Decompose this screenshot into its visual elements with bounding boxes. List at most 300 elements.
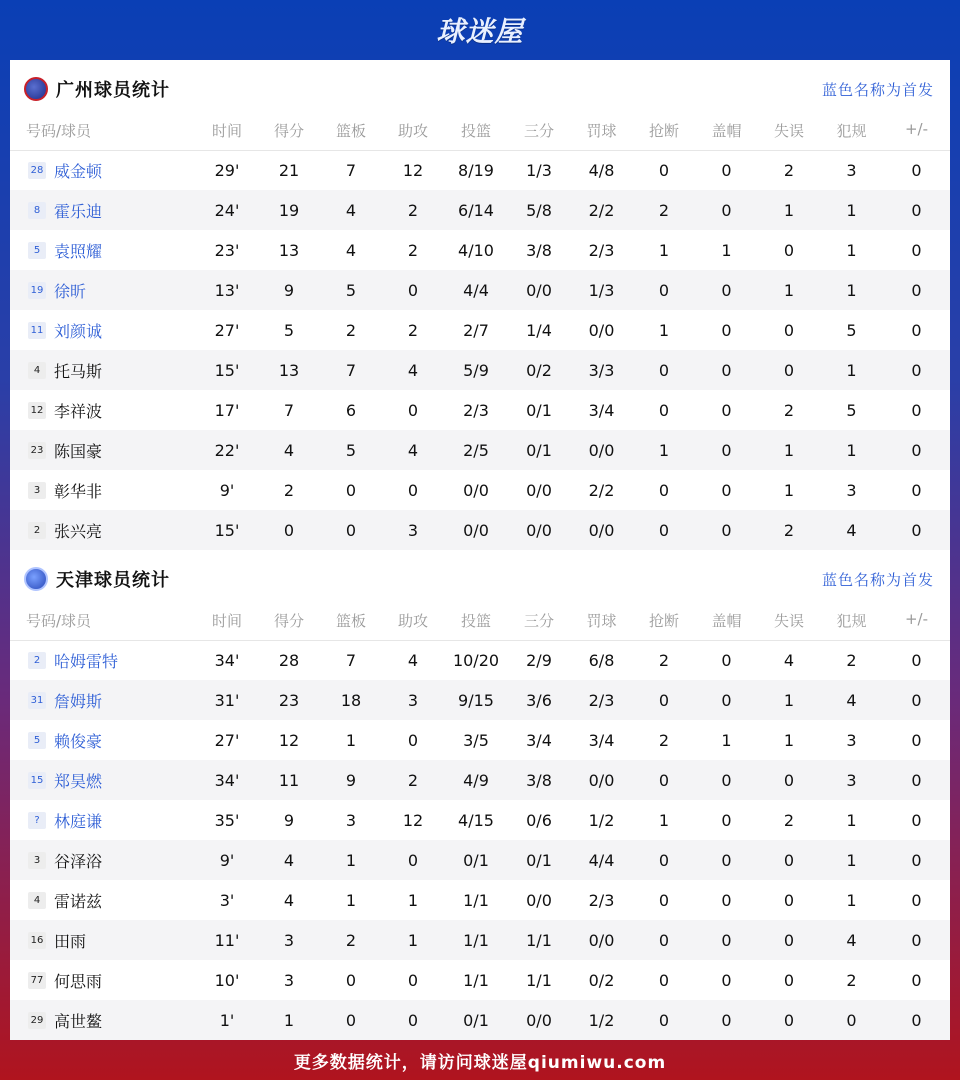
stat-cell: 0 (758, 1000, 820, 1040)
stat-cell: 18 (320, 680, 382, 720)
stat-cell: 0/0 (508, 270, 570, 310)
stat-cell: 10/20 (452, 650, 500, 670)
stat-cell: 1 (846, 890, 857, 910)
player-row[interactable] (10, 920, 950, 960)
player-cell[interactable] (10, 640, 196, 680)
stat-cell: 0 (883, 920, 950, 960)
stat-cell: 0/2 (508, 350, 570, 390)
stat-cell: 12 (402, 810, 424, 830)
stat-cell: 3 (283, 970, 295, 990)
player-row[interactable] (10, 230, 950, 270)
stat-cell: 2/9 (526, 650, 552, 670)
stat-cell: 0 (721, 970, 732, 990)
player-row[interactable] (10, 720, 950, 760)
stat-cell: 2/2 (588, 480, 615, 500)
stat-cell: 0 (658, 160, 670, 180)
column-header: 抢断 (633, 118, 695, 150)
player-cell[interactable] (10, 230, 196, 270)
player-cell[interactable] (10, 720, 196, 760)
stat-cell: 2 (320, 920, 382, 960)
player-name-link[interactable]: 林庭谦 (54, 811, 103, 831)
stat-cell: 2 (783, 810, 795, 830)
stat-cell: 0/1 (526, 400, 552, 420)
player-cell[interactable] (10, 920, 196, 960)
stat-cell: 0 (633, 680, 695, 720)
stat-cell: 0/0 (508, 510, 570, 550)
stat-cell: 4 (407, 650, 419, 670)
stat-cell: 0 (695, 190, 758, 230)
team-card-guangzhou (10, 60, 950, 550)
stat-cell: 0 (783, 890, 795, 910)
player-name-link[interactable]: 哈姆雷特 (54, 651, 119, 671)
stat-cell: 24' (196, 190, 258, 230)
stat-cell: 0 (883, 760, 950, 800)
player-cell[interactable] (10, 350, 196, 390)
column-header: 得分 (258, 608, 320, 640)
player-cell[interactable] (10, 760, 196, 800)
stat-cell: 1/1 (463, 970, 489, 990)
stat-cell: 1/1 (508, 920, 570, 960)
stat-cell: 2 (407, 240, 419, 260)
stat-cell: 1/1 (526, 970, 552, 990)
stat-cell: 1 (633, 430, 695, 470)
jersey-number-badge: 12 (28, 402, 46, 419)
stat-cell: 1 (407, 890, 419, 910)
stat-cell: 5 (320, 270, 382, 310)
column-header: 助攻 (382, 608, 444, 640)
guangzhou-team-logo-icon (24, 77, 48, 101)
starter-legend-note: 蓝色名称为首发 (821, 80, 934, 99)
player-name-link[interactable]: 张兴亮 (54, 521, 103, 541)
stat-cell: 0/6 (526, 810, 552, 830)
table-header-row (10, 608, 950, 640)
stat-cell: 22' (196, 430, 258, 470)
stat-cell: 4 (820, 920, 883, 960)
stat-cell: 34' (196, 760, 258, 800)
stat-cell: 0 (883, 190, 950, 230)
stat-cell: 0 (633, 760, 695, 800)
player-name-link[interactable]: 田雨 (54, 931, 87, 951)
column-header: 助攻 (382, 118, 444, 150)
stat-cell: 1 (345, 730, 357, 750)
player-cell[interactable] (10, 840, 196, 880)
stat-cell: 0 (883, 510, 950, 550)
player-row[interactable] (10, 510, 950, 550)
stat-cell: 11' (196, 920, 258, 960)
player-name-link[interactable]: 赖俊豪 (54, 731, 103, 751)
player-row[interactable] (10, 390, 950, 430)
stat-cell: 4 (258, 840, 320, 880)
column-header: 时间 (196, 608, 258, 640)
brand-header (0, 0, 960, 60)
stat-cell: 13 (278, 240, 300, 260)
stat-cell: 2 (658, 730, 670, 750)
stat-cell: 3/8 (508, 760, 570, 800)
stat-cell: 0 (758, 920, 820, 960)
stat-cell: 5 (846, 320, 857, 340)
stat-cell: 0 (695, 920, 758, 960)
jersey-number-badge: 31 (28, 692, 46, 709)
stat-cell: 0 (911, 810, 922, 830)
player-row[interactable] (10, 640, 950, 680)
stat-cell: 27' (214, 730, 240, 750)
player-cell[interactable] (10, 800, 196, 840)
stat-cell: 0 (695, 350, 758, 390)
stat-cell: 2 (846, 970, 857, 990)
stat-cell: 0 (911, 400, 922, 420)
player-name-link[interactable]: 詹姆斯 (54, 691, 103, 711)
tianjin-team-logo-icon (24, 567, 48, 591)
stat-cell: 0/1 (444, 1000, 508, 1040)
stat-cell: 0/0 (526, 480, 552, 500)
player-row[interactable] (10, 430, 950, 470)
stat-cell: 0 (883, 1000, 950, 1040)
team-title: 天津球员统计 (56, 570, 170, 591)
team-title: 广州球员统计 (56, 80, 170, 101)
stat-cell: 3/4 (588, 400, 615, 420)
stat-cell: 2/2 (570, 190, 633, 230)
stat-cell: 1 (758, 190, 820, 230)
stat-cell: 0 (407, 400, 419, 420)
stat-cell: 1 (721, 240, 732, 260)
stat-cell: 0 (695, 430, 758, 470)
stat-cell: 0/0 (508, 1000, 570, 1040)
footer-text[interactable]: 更多数据统计，请访问球迷屋qiumiwu.com (293, 1052, 667, 1073)
player-row[interactable] (10, 1000, 950, 1040)
stat-cell: 0 (382, 270, 444, 310)
player-row[interactable] (10, 190, 950, 230)
stat-cell: 3/3 (570, 350, 633, 390)
player-name-link[interactable]: 托马斯 (54, 361, 103, 381)
stat-cell: 0/0 (588, 320, 615, 340)
player-name-link[interactable]: 郑昊燃 (54, 771, 103, 791)
stat-cell: 0 (783, 240, 795, 260)
jersey-number-badge: 16 (28, 932, 46, 949)
stat-cell: 2/5 (444, 430, 508, 470)
player-row[interactable] (10, 760, 950, 800)
column-header: +/- (883, 118, 950, 150)
column-header: 犯规 (820, 608, 883, 640)
stat-cell: 0 (320, 1000, 382, 1040)
stat-cell: 0 (345, 480, 357, 500)
stat-cell: 1/3 (526, 160, 552, 180)
player-row[interactable] (10, 470, 950, 510)
stat-cell: 0 (345, 970, 357, 990)
player-row[interactable] (10, 270, 950, 310)
jersey-number-badge: 5 (28, 242, 46, 259)
stat-cell: 4 (783, 650, 795, 670)
stat-cell: 1 (783, 480, 795, 500)
player-cell[interactable] (10, 470, 196, 510)
stat-cell: 5/8 (508, 190, 570, 230)
stat-cell: 2 (283, 480, 295, 500)
stat-cell: 19 (258, 190, 320, 230)
team-header (10, 60, 950, 118)
stat-cell: 15' (196, 510, 258, 550)
stat-cell: 1 (820, 430, 883, 470)
stat-cell: 1/3 (570, 270, 633, 310)
stat-cell: 0 (883, 350, 950, 390)
stat-cell: 0 (407, 480, 419, 500)
stat-cell: 3 (345, 810, 357, 830)
stat-cell: 1 (846, 240, 857, 260)
stat-cell: 0 (820, 1000, 883, 1040)
stat-cell: 2 (758, 510, 820, 550)
stat-cell: 9/15 (444, 680, 508, 720)
stat-cell: 1/1 (444, 920, 508, 960)
stat-cell: 10' (214, 970, 240, 990)
column-header: 失误 (758, 118, 820, 150)
stat-cell: 9' (196, 840, 258, 880)
stat-cell: 0 (758, 760, 820, 800)
column-header: 失误 (758, 608, 820, 640)
jersey-number-badge: 28 (28, 162, 46, 179)
player-cell[interactable] (10, 190, 196, 230)
stat-cell: 4 (283, 890, 295, 910)
stat-cell: 0 (721, 400, 732, 420)
stat-cell: 1 (758, 270, 820, 310)
stat-cell: 0 (911, 730, 922, 750)
column-header: 投篮 (444, 608, 508, 640)
player-name-link[interactable]: 彰华非 (54, 481, 103, 501)
stat-cell: 7 (283, 400, 295, 420)
column-header: 抢断 (633, 608, 695, 640)
stat-cell: 9 (320, 760, 382, 800)
stat-cell: 0 (911, 160, 922, 180)
player-cell[interactable] (10, 150, 196, 190)
stat-cell: 5 (320, 430, 382, 470)
stat-cell: 0/0 (570, 430, 633, 470)
stat-cell: 4/8 (588, 160, 615, 180)
stat-cell: 1 (320, 840, 382, 880)
player-stats-table (10, 118, 950, 550)
stat-cell: 13 (258, 350, 320, 390)
stat-cell: 1/4 (526, 320, 552, 340)
footer-banner[interactable] (0, 1040, 960, 1080)
stat-cell: 5 (846, 400, 857, 420)
stat-cell: 1 (721, 730, 732, 750)
stat-cell: 0 (695, 840, 758, 880)
stat-cell: 0 (695, 760, 758, 800)
jersey-number-badge: 8 (28, 202, 46, 219)
stat-cell: 17' (214, 400, 240, 420)
column-header: +/- (883, 608, 950, 640)
team-title-group (24, 566, 170, 592)
player-cell[interactable] (10, 680, 196, 720)
column-header: 罚球 (570, 118, 633, 150)
stat-cell: 15' (196, 350, 258, 390)
player-name-link[interactable]: 何思雨 (54, 971, 103, 991)
stat-cell: 0 (721, 890, 732, 910)
player-cell[interactable] (10, 1000, 196, 1040)
stat-cell: 0/1 (444, 840, 508, 880)
player-name-link[interactable]: 雷诺兹 (54, 891, 103, 911)
stat-cell: 3/5 (463, 730, 489, 750)
stat-cell: 1 (345, 890, 357, 910)
player-name-link[interactable]: 威金顿 (54, 161, 103, 181)
player-cell[interactable] (10, 270, 196, 310)
column-header: 篮板 (320, 118, 382, 150)
jersey-number-badge: 4 (28, 892, 46, 909)
player-row[interactable] (10, 150, 950, 190)
jersey-number-badge: 23 (28, 442, 46, 459)
column-header: 得分 (258, 118, 320, 150)
stat-cell: 0 (695, 1000, 758, 1040)
jersey-number-badge: ? (28, 812, 46, 829)
stat-cell: 1 (758, 680, 820, 720)
stat-cell: 0/1 (508, 840, 570, 880)
player-cell[interactable] (10, 960, 196, 1000)
stat-cell: 1 (382, 920, 444, 960)
stat-cell: 1 (846, 810, 857, 830)
stat-cell: 3 (382, 680, 444, 720)
stat-cell: 0 (883, 680, 950, 720)
jersey-number-badge: 5 (28, 732, 46, 749)
player-row[interactable] (10, 680, 950, 720)
stat-cell: 0 (382, 1000, 444, 1040)
stat-cell: 1 (783, 730, 795, 750)
stat-cell: 0 (883, 430, 950, 470)
stat-cell: 4 (320, 190, 382, 230)
stat-cell: 2/3 (588, 240, 615, 260)
stat-cell: 0/0 (444, 510, 508, 550)
stat-cell: 0 (633, 840, 695, 880)
team-card-tianjin (10, 550, 950, 1040)
stat-cell: 3/4 (526, 730, 552, 750)
stat-cell: 3/4 (588, 730, 615, 750)
stat-cell: 2/3 (570, 680, 633, 720)
stat-cell: 0/2 (588, 970, 615, 990)
stat-cell: 28 (278, 650, 300, 670)
stat-cell: 0 (721, 320, 732, 340)
stat-cell: 2 (382, 190, 444, 230)
stat-cell: 3 (382, 510, 444, 550)
player-name-link[interactable]: 陈国豪 (54, 441, 103, 461)
stat-cell: 9 (258, 270, 320, 310)
stat-cell: 0/0 (570, 920, 633, 960)
player-name-link[interactable]: 刘颜诚 (54, 321, 103, 341)
stat-cell: 7 (345, 650, 357, 670)
stat-cell: 1' (196, 1000, 258, 1040)
player-cell[interactable] (10, 430, 196, 470)
stat-cell: 0 (883, 840, 950, 880)
stat-cell: 9 (283, 810, 295, 830)
stat-cell: 0 (911, 650, 922, 670)
stat-cell: 29' (214, 160, 240, 180)
player-name-link[interactable]: 李祥波 (54, 401, 103, 421)
player-row[interactable] (10, 350, 950, 390)
player-row[interactable] (10, 840, 950, 880)
stat-cell: 0 (320, 510, 382, 550)
player-name-link[interactable]: 谷泽浴 (54, 851, 103, 871)
player-cell[interactable] (10, 390, 196, 430)
player-name-link[interactable]: 霍乐迪 (54, 201, 103, 221)
stat-cell: 9' (219, 480, 235, 500)
stat-cell: 4 (345, 240, 357, 260)
stat-cell: 7 (320, 350, 382, 390)
stat-cell: 4 (382, 350, 444, 390)
stat-cell: 3 (258, 920, 320, 960)
jersey-number-badge: 29 (28, 1012, 46, 1029)
player-stats-table (10, 608, 950, 1040)
jersey-number-badge: 3 (28, 482, 46, 499)
column-header: 盖帽 (695, 118, 758, 150)
stat-cell: 2 (783, 160, 795, 180)
jersey-number-badge: 2 (28, 652, 46, 669)
player-row[interactable] (10, 960, 950, 1000)
stat-cell: 4/4 (444, 270, 508, 310)
stat-cell: 0 (721, 650, 732, 670)
stat-cell: 13' (196, 270, 258, 310)
stat-cell: 6 (345, 400, 357, 420)
jersey-number-badge: 11 (28, 322, 46, 339)
stat-cell: 0 (695, 270, 758, 310)
jersey-number-badge: 15 (28, 772, 46, 789)
column-header: 时间 (196, 118, 258, 150)
player-cell[interactable] (10, 880, 196, 920)
player-cell[interactable] (10, 310, 196, 350)
stat-cell: 2/7 (463, 320, 489, 340)
stat-cell: 1 (820, 270, 883, 310)
stat-cell: 3 (820, 760, 883, 800)
stat-cell: 2/3 (463, 400, 489, 420)
brand-logo: 球迷屋 (436, 15, 524, 48)
player-name-link[interactable]: 高世鳌 (54, 1011, 103, 1031)
stat-cell: 0 (258, 510, 320, 550)
stat-cell: 3 (846, 730, 857, 750)
stat-cell: 1 (258, 1000, 320, 1040)
player-cell[interactable] (10, 510, 196, 550)
stat-cell: 0 (633, 920, 695, 960)
stat-cell: 0/0 (526, 890, 552, 910)
stat-cell: 2 (846, 650, 857, 670)
column-header: 篮板 (320, 608, 382, 640)
stat-cell: 1/1 (463, 890, 489, 910)
stat-cell: 23 (258, 680, 320, 720)
column-header: 三分 (508, 118, 570, 150)
stat-cell: 0 (633, 350, 695, 390)
player-row[interactable] (10, 310, 950, 350)
stat-cell: 0 (911, 240, 922, 260)
player-row[interactable] (10, 800, 950, 840)
stat-cell: 8/19 (458, 160, 494, 180)
stat-cell: 0 (633, 1000, 695, 1040)
stat-cell: 4 (820, 680, 883, 720)
stat-cell: 1 (658, 320, 670, 340)
stat-cell: 0/0 (570, 510, 633, 550)
column-header: 三分 (508, 608, 570, 640)
stat-cell: 2 (633, 190, 695, 230)
player-name-link[interactable]: 袁照耀 (54, 241, 103, 261)
stat-cell: 5 (283, 320, 295, 340)
column-header: 盖帽 (695, 608, 758, 640)
stat-cell: 0 (883, 270, 950, 310)
stat-cell: 12 (402, 160, 424, 180)
stat-cell: 0/0 (570, 760, 633, 800)
stat-cell: 6/14 (444, 190, 508, 230)
player-row[interactable] (10, 880, 950, 920)
stat-cell: 0 (911, 890, 922, 910)
stat-cell: 0 (407, 730, 419, 750)
column-header: 号码/球员 (10, 608, 196, 640)
stat-cell: 1 (658, 810, 670, 830)
stat-cell: 4/4 (570, 840, 633, 880)
stat-cell: 0 (382, 840, 444, 880)
stat-cell: 1 (758, 430, 820, 470)
stat-cell: 0 (783, 320, 795, 340)
player-name-link[interactable]: 徐昕 (54, 281, 87, 301)
stat-cell: 2/3 (588, 890, 615, 910)
